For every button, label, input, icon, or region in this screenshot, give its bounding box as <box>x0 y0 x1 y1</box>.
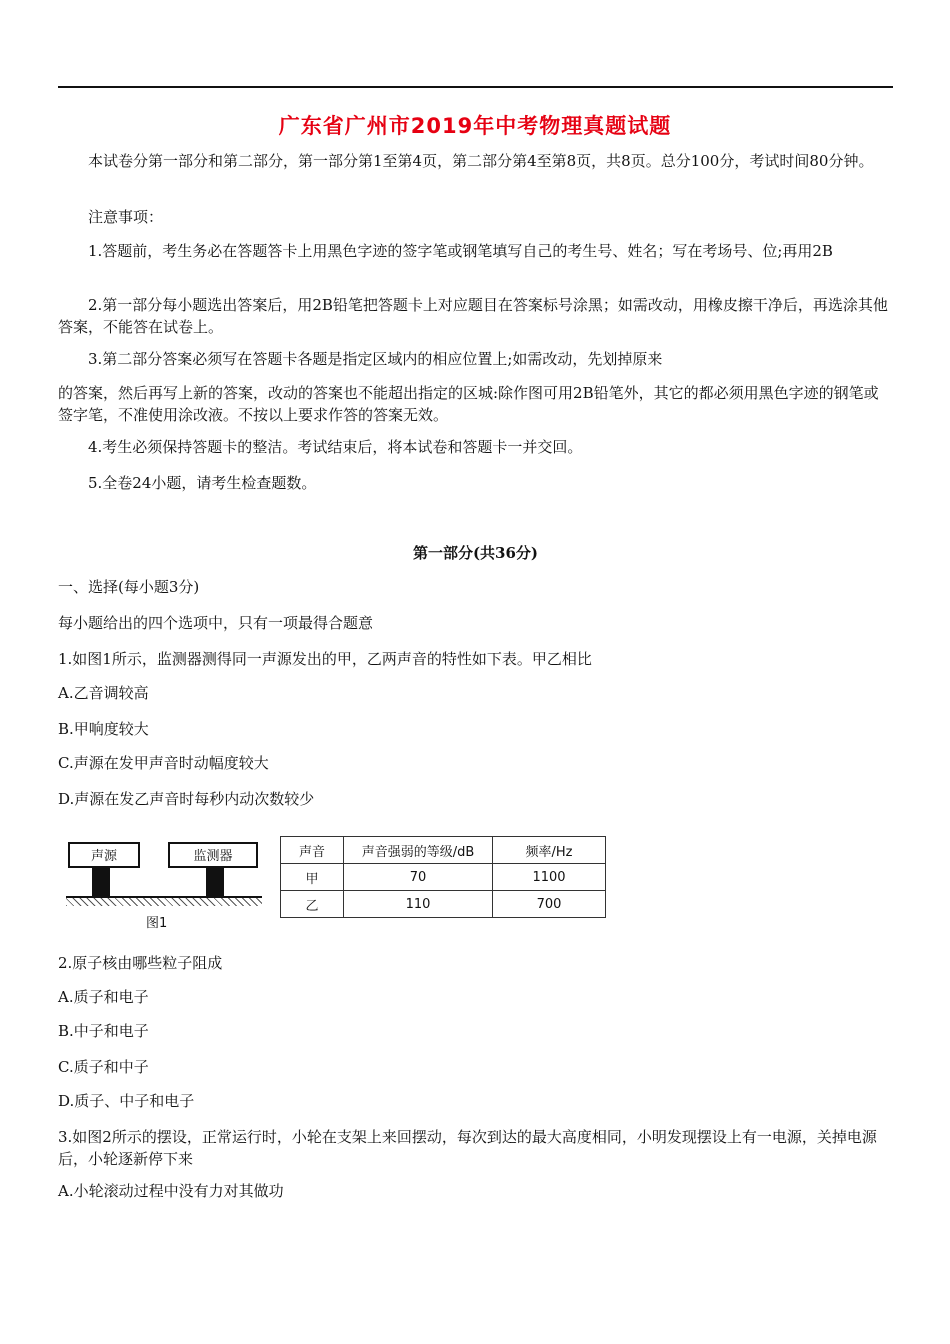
note-item: 的答案，然后再写上新的答案，改动的答案也不能超出指定的区城:除作图可用2B铅笔外，其它的都必须用黑色字迹的钢笔或签字笔，不准使用涂改液。不按以上要求作答的答案无效。 <box>58 384 879 424</box>
table-header-row <box>281 837 606 864</box>
detector-box: 监测器 <box>168 842 258 868</box>
question-1-option-a: A.乙音调较高 <box>58 684 149 702</box>
table-row <box>281 891 606 918</box>
question-2-option-b: B.中子和电子 <box>58 1022 149 1040</box>
intro-paragraph: 本试卷分第一部分和第二部分，第一部分第1至第4页，第二部分第4至第8页，共8页。总分100分，考试时间80分钟。 <box>88 152 874 170</box>
note-item: 5.全卷24小题，请考生检查题数。 <box>88 474 317 492</box>
part1-heading: 第一部分(共36分) <box>412 544 539 562</box>
note-item: 3.第二部分答案必须写在答题卡各题是指定区域内的相应位置上;如需改动，先划掉原来 <box>88 350 663 368</box>
question-2-option-c: C.质子和中子 <box>58 1058 149 1076</box>
table-cell: 110 <box>344 891 493 918</box>
table-header-cell: 声音强弱的等级/dB <box>344 837 493 864</box>
source-stand <box>92 868 110 896</box>
question-1-option-b: B.甲响度较大 <box>58 720 149 738</box>
page-title: 广东省广州市2019年中考物理真题试题 <box>278 114 672 138</box>
ground-hatch <box>66 898 262 906</box>
figure-1 <box>66 832 626 932</box>
figure-1-caption: 图1 <box>146 916 168 931</box>
table-cell: 1100 <box>493 864 606 891</box>
table-header-cell: 声音 <box>281 837 344 864</box>
table-row <box>281 864 606 891</box>
sound-properties-table <box>280 836 606 918</box>
question-1-option-c: C.声源在发甲声音时动幅度较大 <box>58 754 269 772</box>
detector-stand <box>206 868 224 896</box>
question-3-stem: 3.如图2所示的摆设，正常运行时，小轮在支架上来回摆动，每次到达的最大高度相同，小明发现摆设上有一电源，关掉电源后，小轮逐新停下来 <box>58 1128 877 1168</box>
table-cell: 甲 <box>281 864 344 891</box>
section1-heading: 一、选择(每小题3分) <box>58 578 200 596</box>
section1-instruction: 每小题给出的四个选项中，只有一项最得合题意 <box>58 614 374 632</box>
note-item: 1.答题前，考生务必在答题答卡上用黑色字迹的签字笔或钢笔填写自己的考生号、姓名；写在考场号、位;再用2B <box>88 242 833 260</box>
question-2-option-a: A.质子和电子 <box>58 988 149 1006</box>
table-cell: 乙 <box>281 891 344 918</box>
note-item: 2.第一部分每小题选出答案后，用2B铅笔把答题卡上对应题目在答案标号涂黑；如需改动，用橡皮擦干净后，再选涂其他答案，不能答在试卷上。 <box>58 296 888 336</box>
question-1-option-d: D.声源在发乙声音时每秒内动次数较少 <box>58 790 315 808</box>
question-1-stem: 1.如图1所示，监测器测得同一声源发出的甲，乙两声音的特性如下表。甲乙相比 <box>58 650 592 668</box>
table-header-cell: 频率/Hz <box>493 837 606 864</box>
question-2-option-d: D.质子、中子和电子 <box>58 1092 195 1110</box>
notes-heading: 注意事项： <box>88 208 164 226</box>
note-item: 4.考生必须保持答题卡的整洁。考试结束后，将本试卷和答题卡一并交回。 <box>88 438 583 456</box>
question-2-stem: 2.原子核由哪些粒子阻成 <box>58 954 223 972</box>
table-cell: 700 <box>493 891 606 918</box>
table-cell: 70 <box>344 864 493 891</box>
question-3-option-a: A.小轮滚动过程中没有力对其做功 <box>58 1182 284 1200</box>
sound-source-box: 声源 <box>68 842 140 868</box>
header-rule <box>58 86 893 88</box>
